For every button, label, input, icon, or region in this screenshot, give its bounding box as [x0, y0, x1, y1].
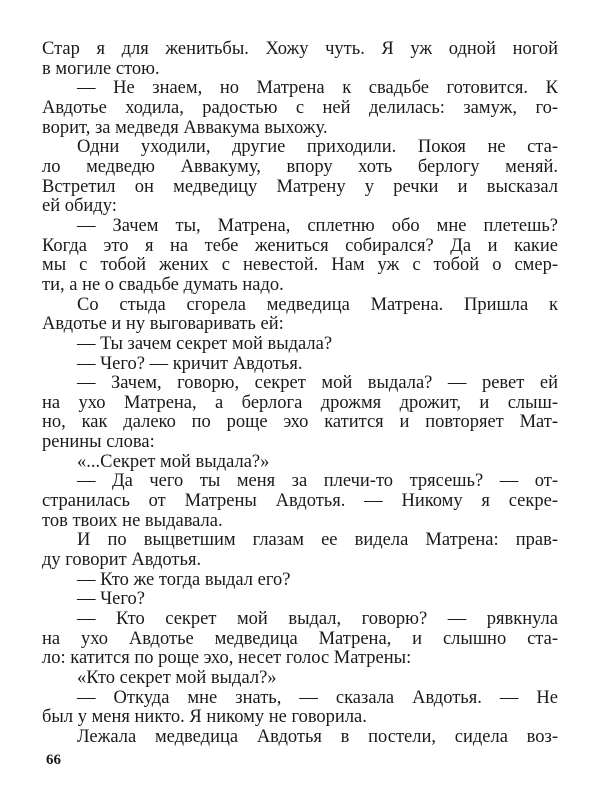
- text-line: — Чего?: [77, 589, 145, 610]
- page-number: 66: [46, 752, 61, 768]
- text-line: ло: катится по роще эхо, несет голос Матрены:: [42, 648, 412, 669]
- text-line: И по выцветшим глазам ее видела Матрена: прав-: [77, 530, 558, 551]
- text-line: ду говорит Авдотья.: [42, 550, 202, 571]
- text-line: ей обиду:: [42, 196, 117, 217]
- text-line: Лежала медведица Авдотья в постели, сидела воз-: [77, 726, 558, 747]
- text-line: Стар я для женитьбы. Хожу чуть. Я уж одной ногой: [42, 39, 558, 59]
- text-line: мы с тобой жених с невестой. Нам уж с тобой о смер-: [42, 255, 558, 276]
- text-line: Одни уходили, другие приходили. Покоя не ста-: [77, 137, 558, 158]
- text-line: «...Секрет мой выдала?»: [77, 451, 270, 472]
- text-line: в могиле стою.: [42, 58, 160, 79]
- text-line: ло медведю Аввакуму, впору хоть берлогу меняй.: [42, 156, 558, 177]
- text-line: странилась от Матрены Авдотья. — Никому я секре-: [42, 491, 558, 512]
- text-line: — Откуда мне знать, — сказала Авдотья. — Не: [77, 687, 558, 708]
- text-line: — Зачем ты, Матрена, сплетню обо мне плетешь?: [77, 215, 558, 236]
- text-line: Авдотье и ну выговаривать ей:: [42, 314, 284, 335]
- text-line: — Не знаем, но Матрена к свадьбе готовится. К: [77, 78, 558, 99]
- text-line: — Ты зачем секрет мой выдала?: [77, 333, 333, 354]
- text-line: Встретил он медведицу Матрену у речки и высказал: [42, 176, 558, 197]
- text-line: Когда это я на тебе жениться собирался? Да и какие: [42, 235, 558, 256]
- text-line: — Кто же тогда выдал его?: [77, 569, 291, 590]
- text-line: — Да чего ты меня за плечи-то трясешь? — от-: [77, 471, 558, 492]
- text-line: «Кто секрет мой выдал?»: [77, 668, 277, 688]
- text-line: — Чего? — кричит Авдотья.: [77, 353, 303, 374]
- text-line: Авдотье ходила, радостью с ней делилась: замуж, го-: [42, 97, 558, 118]
- text-line: но, как далеко по роще эхо катится и повторяет Мат-: [42, 412, 558, 433]
- text-line: тов твоих не выдавала.: [42, 510, 223, 531]
- text-line: Со стыда сгорела медведица Матрена. Пришла к: [77, 294, 558, 315]
- text-line: ренины слова:: [42, 432, 155, 453]
- text-line: был у меня никто. Я никому не говорила.: [42, 707, 367, 728]
- text-line: — Зачем, говорю, секрет мой выдала? — ревет ей: [77, 373, 558, 394]
- text-line: — Кто секрет мой выдал, говорю? — рявкнула: [77, 609, 558, 630]
- text-line: ти, а не о свадьбе думать надо.: [42, 274, 284, 295]
- text-line: ворит, за медведя Аввакума выхожу.: [42, 117, 328, 138]
- text-line: на ухо Авдотье медведица Матрена, и слышно ста-: [42, 628, 558, 649]
- page-text-body: [42, 40, 558, 748]
- text-line: на ухо Матрена, а берлога дрожмя дрожит, и слыш-: [42, 392, 558, 413]
